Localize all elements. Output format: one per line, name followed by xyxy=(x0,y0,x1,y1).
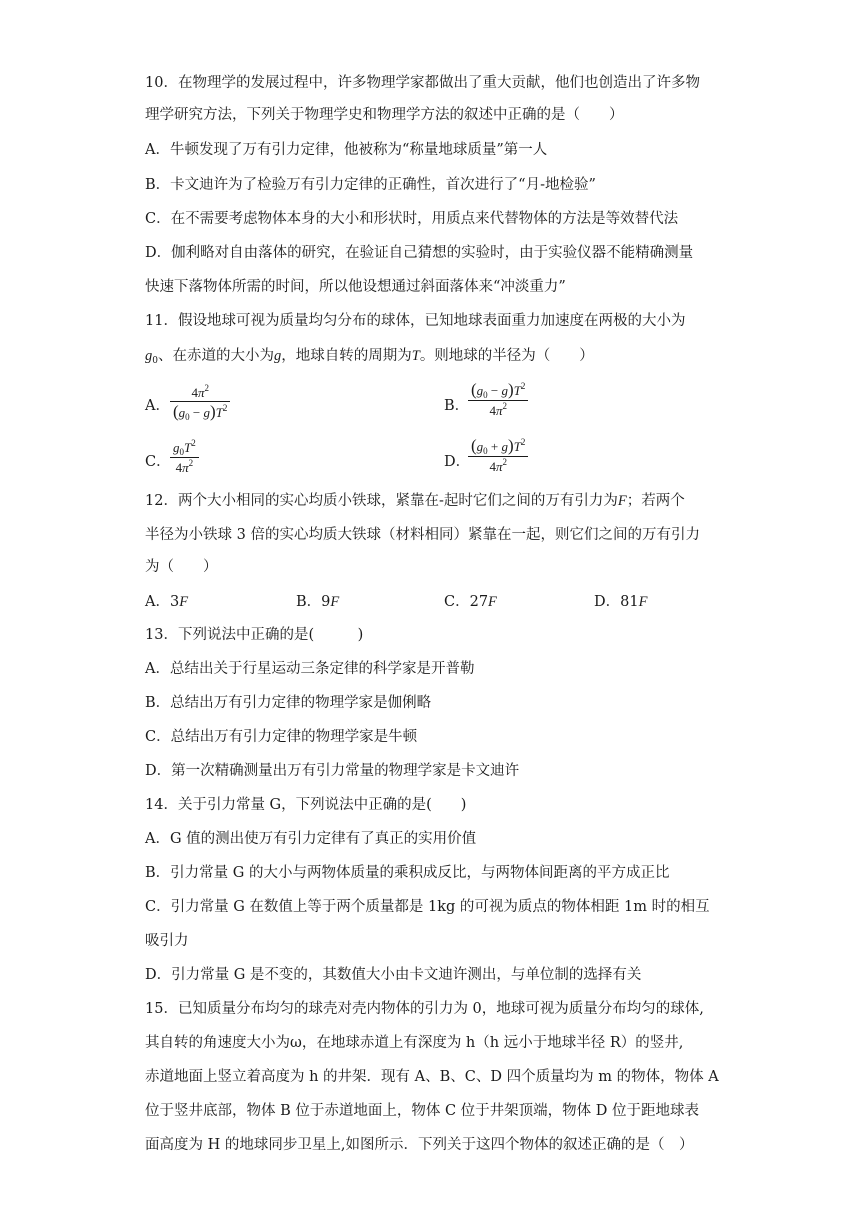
q14-option-c-line-1: C．引力常量 G 在数值上等于两个质量都是 1kg 的可视为质点的物体相距 1m 时的相互 xyxy=(145,899,710,915)
q14-option-a: A．G 值的测出使万有引力定律有了真正的实用价值 xyxy=(145,831,477,847)
q11-option-a-formula: $\frac{4\pi^2}{(g_0 - g)T^2}$ xyxy=(170,383,230,422)
q11-option-d-formula: $\frac{(g_0 + g)T^2}{4\pi^2}$ xyxy=(468,436,528,475)
q10-stem-line-1: 10．在物理学的发展过程中，许多物理学家都做出了重大贡献，他们也创造出了许多物 xyxy=(145,75,700,91)
q15-stem-line-5: 面高度为 H 的地球同步卫星上,如图所示．下列关于这四个物体的叙述正确的是（ ） xyxy=(145,1137,694,1153)
q14-option-b: B．引力常量 G 的大小与两物体质量的乘积成反比，与两物体间距离的平方成正比 xyxy=(145,865,670,881)
q15-stem-line-2: 其自转的角速度大小为ω，在地球赤道上有深度为 h（h 远小于地球半径 R）的竖井, xyxy=(145,1035,684,1051)
q15-stem-line-3: 赤道地面上竖立着高度为 h 的井架．现有 A、B、C、D 四个质量均为 m 的物体，物体 A xyxy=(145,1069,719,1085)
q13-option-b: B．总结出万有引力定律的物理学家是伽俐略 xyxy=(145,695,432,711)
q11-option-d-label: D． xyxy=(444,454,471,470)
q10-stem-line-2: 理学研究方法，下列关于物理学史和物理学方法的叙述中正确的是（ ） xyxy=(145,107,624,123)
q12-stem-line-3: 为（ ） xyxy=(145,559,218,575)
q12-option-b: B．9F xyxy=(296,594,340,610)
q14-option-c-line-2: 吸引力 xyxy=(145,933,189,949)
q10-option-d-line-2: 快速下落物体所需的时间，所以他设想通过斜面落体来“冲淡重力” xyxy=(145,279,566,295)
q10-option-a: A．牛顿发现了万有引力定律，他被称为“称量地球质量”第一人 xyxy=(145,142,548,158)
q11-option-b-formula: $\frac{(g_0 - g)T^2}{4\pi^2}$ xyxy=(468,380,528,419)
q11-stem-line-1: 11．假设地球可视为质量均匀分布的球体，已知地球表面重力加速度在两极的大小为 xyxy=(145,313,686,329)
q15-stem-line-1: 15．已知质量分布均匀的球壳对壳内物体的引力为 0，地球可视为质量分布均匀的球体, xyxy=(145,1001,704,1017)
q11-option-c-formula: $\frac{g_0T^2}{4\pi^2}$ xyxy=(170,438,199,476)
q11-stem-line-2: $g_0$、在赤道的大小为g，地球自转的周期为T。则地球的半径为（ ） xyxy=(145,348,594,366)
q10-option-d-line-1: D．伽利略对自由落体的研究，在验证自己猜想的实验时，由于实验仪器不能精确测量 xyxy=(145,245,694,261)
q13-option-c: C．总结出万有引力定律的物理学家是牛顿 xyxy=(145,729,418,745)
q12-stem-line-1: 12．两个大小相同的实心均质小铁球，紧靠在-起时它们之间的万有引力为F；若两个 xyxy=(145,493,685,509)
q13-option-a: A．总结出关于行星运动三条定律的科学家是开普勒 xyxy=(145,661,475,677)
q10-option-b: B．卡文迪许为了检验万有引力定律的正确性，首次进行了“月-地检验” xyxy=(145,177,596,193)
q12-option-c: C．27F xyxy=(444,594,497,610)
q14-option-d: D．引力常量 G 是不变的，其数值大小由卡文迪许测出，与单位制的选择有关 xyxy=(145,967,642,983)
q11-option-c-label: C． xyxy=(145,454,171,470)
q12-stem-line-2: 半径为小铁球 3 倍的实心均质大铁球（材料相同）紧靠在一起，则它们之间的万有引力 xyxy=(145,527,700,543)
q13-option-d: D．第一次精确测量出万有引力常量的物理学家是卡文迪许 xyxy=(145,763,520,779)
q11-option-a-label: A． xyxy=(145,398,170,414)
q13-stem: 13．下列说法中正确的是( ) xyxy=(145,627,364,643)
q11-option-b-label: B． xyxy=(444,398,470,414)
q12-option-d: D．81F xyxy=(594,594,648,610)
q15-stem-line-4: 位于竖井底部，物体 B 位于赤道地面上，物体 C 位于井架顶端，物体 D 位于距地球表 xyxy=(145,1103,700,1119)
q12-option-a: A．3F xyxy=(145,594,189,610)
q14-stem: 14．关于引力常量 G，下列说法中正确的是( ) xyxy=(145,797,467,813)
q10-option-c: C．在不需要考虑物体本身的大小和形状时，用质点来代替物体的方法是等效替代法 xyxy=(145,211,679,227)
